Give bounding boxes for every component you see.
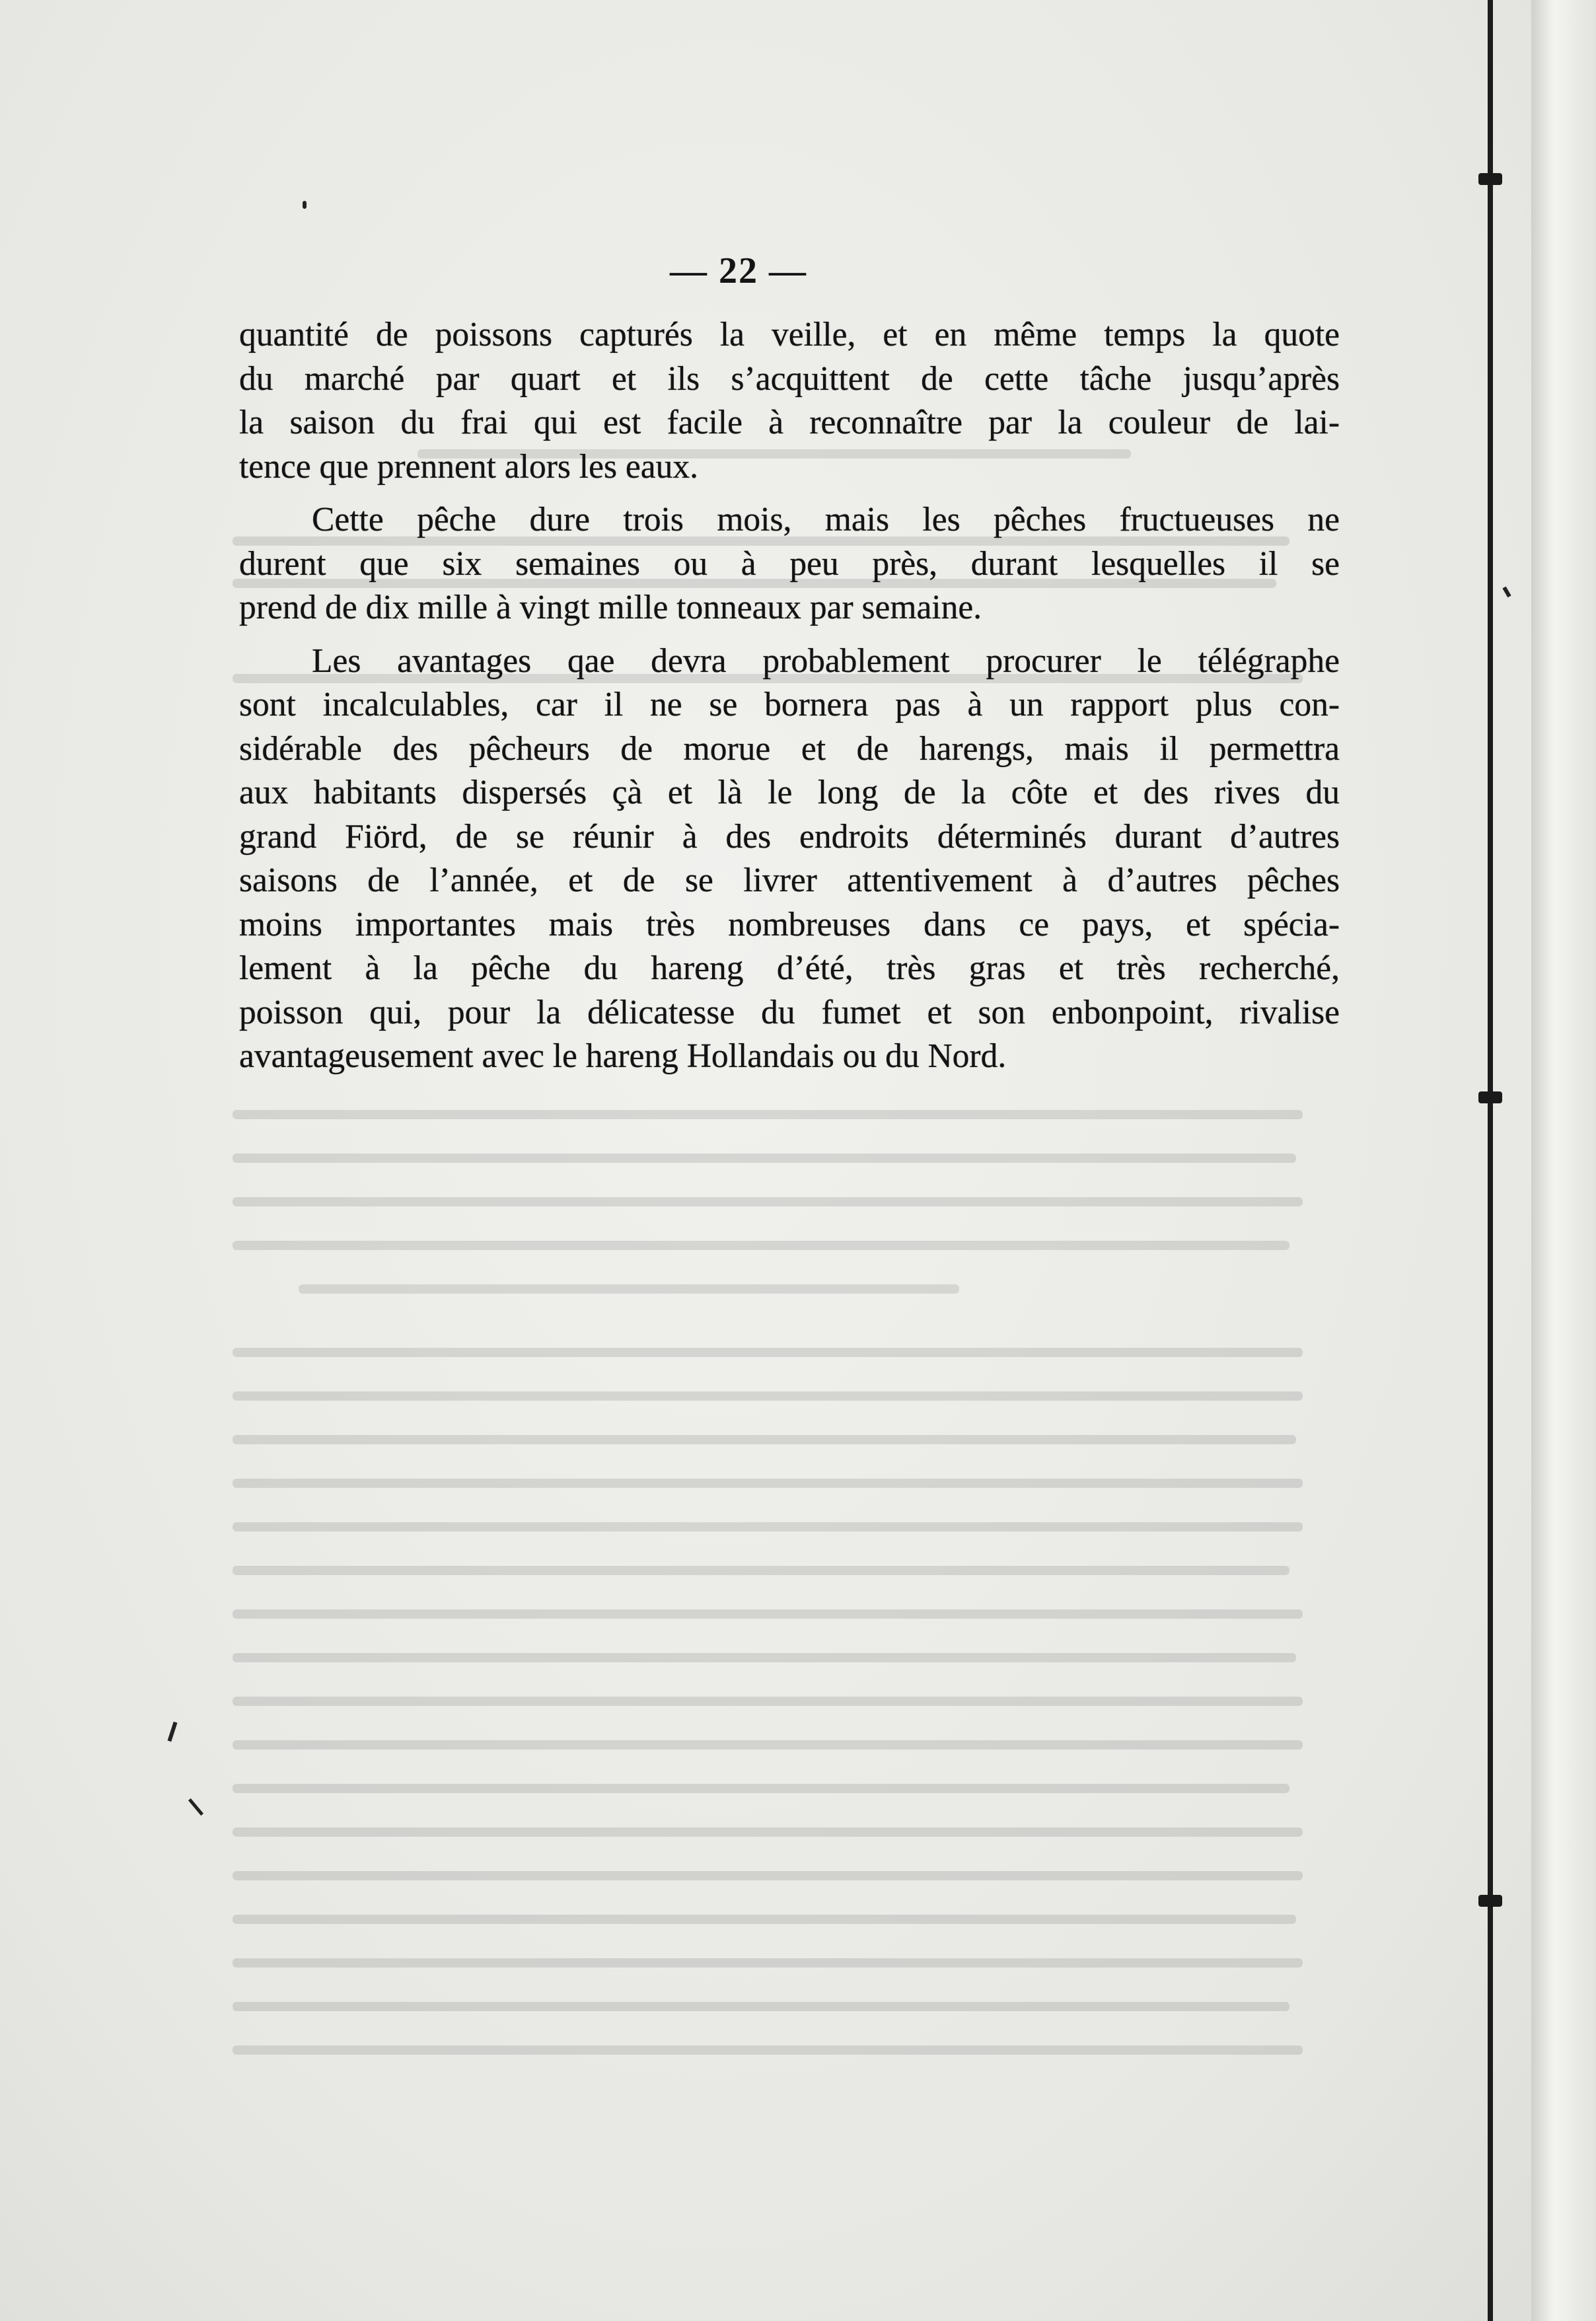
bleed-line	[233, 1784, 1289, 1793]
bleed-line	[233, 1958, 1303, 1968]
text-line: tence que prennent alors les eaux.	[239, 447, 698, 486]
page-number: — 22 —	[670, 250, 807, 291]
text-line: Les avantages qae devra probablement procurer le télégraphe	[312, 642, 1340, 680]
paragraph-2	[239, 498, 1340, 630]
ink-speck	[303, 201, 307, 209]
text-line: quantité de poissons capturés la veille, et en même temps la quote	[239, 316, 1340, 353]
ink-speck	[188, 1798, 203, 1816]
bleed-line	[233, 1435, 1296, 1444]
bleed-line	[233, 1110, 1303, 1119]
text-line: saisons de l’année, et de se livrer attentivement à d’autres pêches	[239, 862, 1340, 899]
bleed-line	[233, 1522, 1303, 1531]
bleed-line	[233, 1391, 1303, 1401]
bleed-line	[233, 1479, 1303, 1488]
bleed-line	[233, 1653, 1296, 1662]
bleed-line	[233, 1241, 1289, 1250]
bleed-line	[233, 1697, 1303, 1706]
text-line: poisson qui, pour la délicatesse du fumet et son enbonpoint, rivalise	[239, 993, 1340, 1031]
text-line: avantageusement avec le hareng Hollandais ou du Nord.	[239, 1037, 1007, 1075]
bleed-line	[233, 1740, 1303, 1750]
paragraph-3	[239, 640, 1340, 1079]
ink-speck	[1502, 587, 1511, 598]
binding-stitch	[1478, 173, 1502, 185]
binding-stitch	[1478, 1091, 1502, 1103]
bleed-line	[233, 2002, 1289, 2011]
text-line: moins importantes mais très nombreuses dans ce pays, et spécia-	[239, 905, 1340, 943]
binding-stitch	[1478, 1895, 1502, 1907]
text-line: lement à la pêche du hareng d’été, très gras et très recherché,	[239, 949, 1340, 987]
body-text	[239, 313, 1340, 1088]
text-line: grand Fiörd, de se réunir à des endroits déterminés durant d’autres	[239, 817, 1340, 856]
binding-thread	[1488, 0, 1493, 2321]
ink-speck	[168, 1722, 178, 1742]
text-line: prend de dix mille à vingt mille tonneaux par semaine.	[239, 589, 982, 626]
page-binding-strip	[1531, 0, 1596, 2321]
bleed-line	[299, 1284, 959, 1294]
bleed-line	[233, 1827, 1303, 1837]
text-line: aux habitants dispersés çà et là le long de la côte et des rives du	[239, 774, 1340, 811]
text-line: sont incalculables, car il ne se bornera pas à un rapport plus con-	[239, 686, 1340, 723]
bleed-line	[233, 1915, 1296, 1924]
bleed-line	[233, 1609, 1303, 1619]
bleed-line	[233, 2045, 1303, 2055]
bleed-line	[233, 1348, 1303, 1357]
text-line: du marché par quart et ils s’acquittent de cette tâche jusqu’après	[239, 359, 1340, 398]
bleed-line	[233, 1197, 1303, 1206]
text-line: sidérable des pêcheurs de morue et de harengs, mais il permettra	[239, 729, 1340, 768]
text-line: Cette pêche dure trois mois, mais les pêches fructueuses ne	[312, 501, 1340, 538]
bleed-line	[233, 1871, 1303, 1880]
text-line: la saison du frai qui est facile à reconnaître par la couleur de lai-	[239, 404, 1340, 441]
text-line: durent que six semaines ou à peu près, durant lesquelles il se	[239, 544, 1340, 583]
bleed-line	[233, 1566, 1289, 1575]
paragraph-1	[239, 313, 1340, 489]
bleed-line	[233, 1154, 1296, 1163]
